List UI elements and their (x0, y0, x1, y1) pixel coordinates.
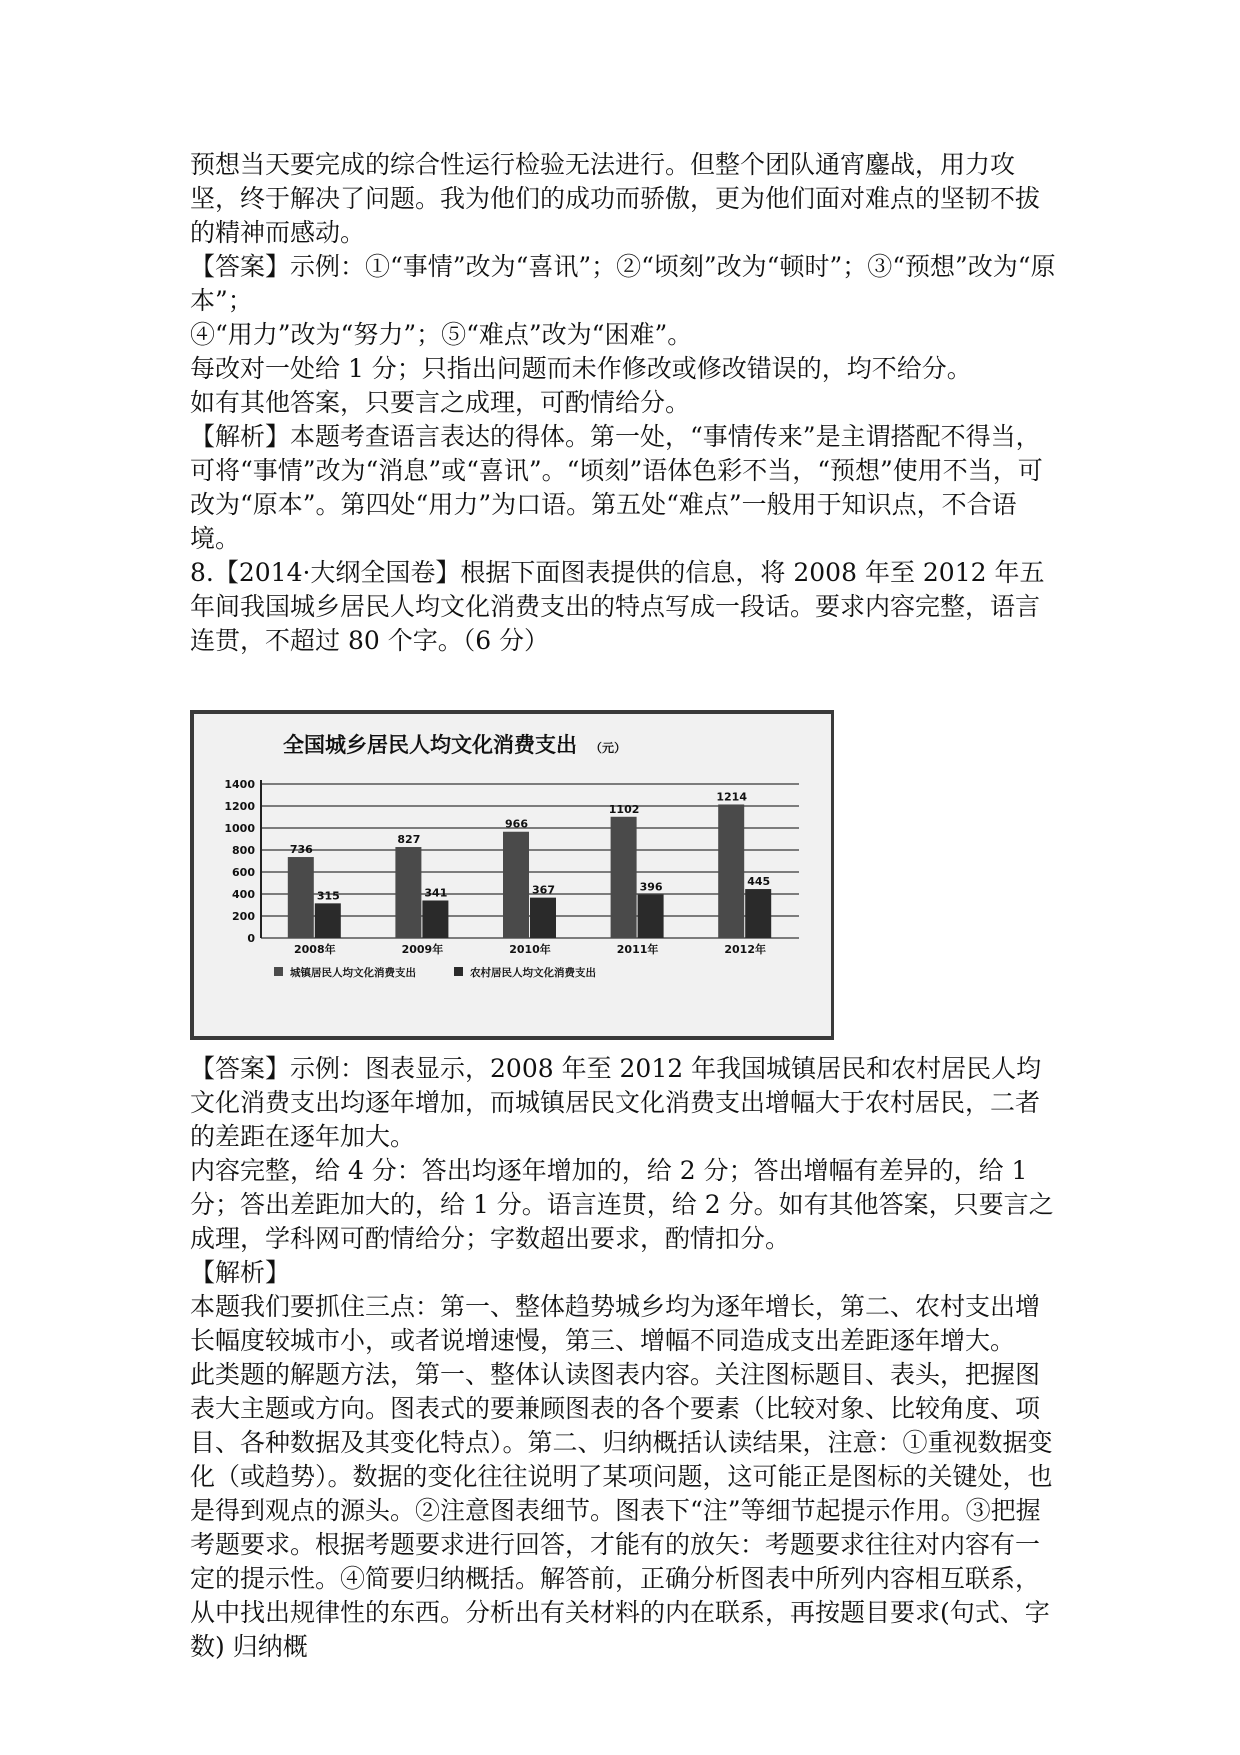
data-label: 966 (505, 817, 528, 831)
data-label: 736 (289, 843, 313, 857)
x-tick-label: 2010年 (509, 943, 551, 956)
bar-urban (718, 804, 744, 938)
chart-title: 全国城乡居民人均文化消费支出 (283, 733, 577, 757)
legend-label: 城镇居民人均文化消费支出 (290, 967, 416, 979)
bar-rural (745, 889, 771, 938)
data-label: 315 (316, 889, 340, 903)
bar-urban (288, 857, 314, 938)
bar-chart (190, 710, 834, 1040)
paragraph-bottom-0: 【答案】示例：图表显示，2008 年至 2012 年我国城镇居民和农村居民人均文化消费支出均逐年增加，而城镇居民文化消费支出增幅大于农村居民，二者的差距在逐年加大。 (190, 1054, 1042, 1151)
x-tick-label: 2011年 (616, 943, 659, 956)
data-label: 1102 (608, 802, 640, 816)
y-tick-label: 400 (232, 888, 255, 901)
bar-urban (395, 847, 421, 938)
document-page (190, 148, 1058, 1664)
data-label: 445 (747, 875, 771, 889)
y-tick-label: 1000 (224, 822, 255, 835)
paragraph-top-3: 每改对一处给 1 分；只指出问题而未作修改或修改错误的，均不给分。 (190, 354, 972, 383)
data-label: 396 (639, 880, 663, 894)
legend-swatch (454, 967, 463, 976)
legend-swatch (274, 967, 283, 976)
x-tick-label: 2009年 (401, 943, 444, 956)
x-tick-label: 2012年 (724, 943, 767, 956)
paragraph-bottom-4: 此类题的解题方法，第一、整体认读图表内容。关注图标题目、表头，把握图表大主题或方向。图表式的要兼顾图表的各个要素（比较对象、比较角度、项目、各种数据及其变化特点）。第二、归纳概括认读结果，注意：①重视数据变化（或趋势）。数据的变化往往说明了某项问题，这可能正是图标的关键处，也是得到观点的源头。②注意图表细节。图表下“注”等细节起提示作用。③把握考题要求。根据考题要求进行回答，才能有的放矢：考题要求往往对内容有一定的提示性。④简要归纳概括。解答前，正确分析图表中所列内容相互联系，从中找出规律性的东西。分析出有关材料的内在联系，再按题目要求(句式、字数) 归纳概 (190, 1360, 1053, 1661)
paragraph-top-6: 8.【2014·大纲全国卷】根据下面图表提供的信息，将 2008 年至 2012 年五年间我国城乡居民人均文化消费支出的特点写成一段话。要求内容完整，语言连贯，不超过 80 个字。（6 分） (190, 558, 1045, 655)
data-label: 367 (532, 883, 555, 897)
bar-rural (315, 903, 341, 938)
paragraph-top-0: 预想当天要完成的综合性运行检验无法进行。但整个团队通宵鏖战，用力攻坚，终于解决了问题。我为他们的成功而骄傲，更为他们面对难点的坚韧不拔的精神而感动。 (190, 150, 1041, 247)
paragraph-top-5: 【解析】本题考查语言表达的得体。第一处，“事情传来”是主谓搭配不得当，可将“事情”改为“消息”或“喜讯”。“顷刻”语体色彩不当，“预想”使用不当，可改为“原本”。第四处“用力”为口语。第五处“难点”一般用于知识点，不合语境。 (190, 422, 1043, 553)
data-label: 827 (397, 833, 421, 847)
bar-rural (530, 898, 556, 938)
y-tick-label: 800 (232, 844, 255, 857)
paragraph-bottom-3: 本题我们要抓住三点：第一、整体趋势城乡均为逐年增长，第二、农村支出增长幅度较城市小，或者说增速慢，第三、增幅不同造成支出差距逐年增大。 (190, 1292, 1041, 1355)
data-label: 1214 (716, 790, 748, 804)
bar-rural (638, 894, 664, 938)
y-tick-label: 600 (232, 866, 255, 879)
paragraph-top-2: ④“用力”改为“努力”；⑤“难点”改为“困难”。 (190, 320, 693, 349)
text-block-top (190, 148, 1058, 658)
chart-title-unit: （元） (590, 741, 627, 755)
y-tick-label: 200 (232, 910, 255, 923)
bar-rural (422, 900, 448, 938)
legend-label: 农村居民人均文化消费支出 (470, 967, 596, 979)
x-tick-label: 2008年 (293, 943, 336, 956)
data-label: 341 (424, 886, 448, 900)
y-tick-label: 0 (247, 932, 255, 945)
bar-urban (503, 832, 529, 938)
text-block-bottom (190, 1052, 1058, 1664)
paragraph-bottom-2: 【解析】 (190, 1258, 291, 1287)
chart-svg (194, 714, 831, 1036)
paragraph-top-1: 【答案】示例：①“事情”改为“喜讯”；②“顷刻”改为“顿时”；③“预想”改为“原本”； (190, 252, 1056, 315)
y-tick-label: 1200 (224, 800, 255, 813)
bar-urban (611, 817, 637, 938)
paragraph-bottom-1: 内容完整，给 4 分：答出均逐年增加的，给 2 分；答出增幅有差异的，给 1 分；答出差距加大的，给 1 分。语言连贯，给 2 分。如有其他答案，只要言之成理，学科网可酌情给分；字数超出要求，酌情扣分。 (190, 1156, 1054, 1253)
y-tick-label: 1400 (224, 778, 255, 791)
paragraph-top-4: 如有其他答案，只要言之成理，可酌情给分。 (190, 388, 691, 417)
